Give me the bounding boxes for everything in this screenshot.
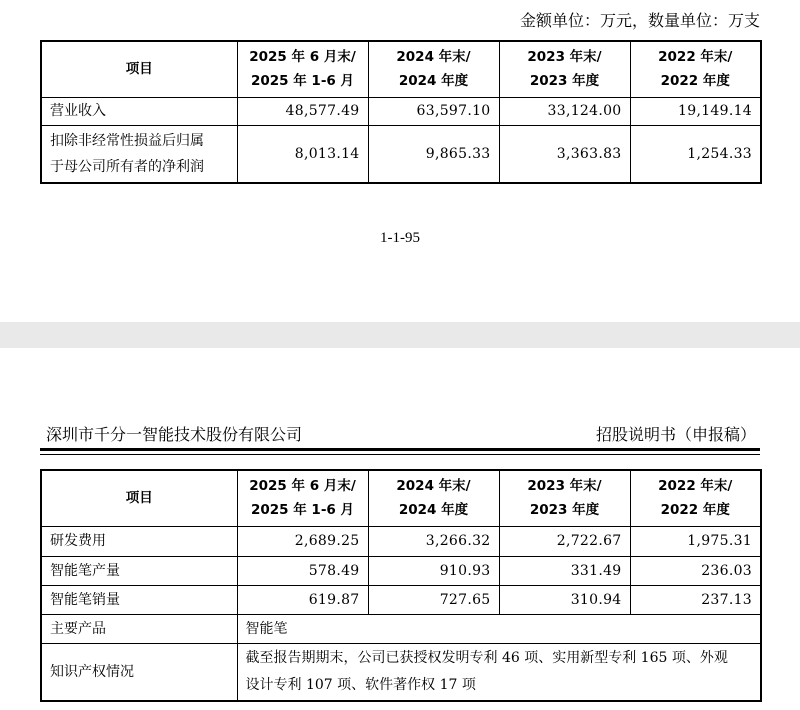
financial-table-top [40,40,762,184]
header-col3: 2023 年末/ 2023 年度 [499,41,630,97]
header-col2: 2024 年末/ 2024 年度 [368,470,499,526]
row-label: 主要产品 [41,614,237,643]
cell-value: 63,597.10 [368,97,499,125]
table-row [41,614,761,643]
row-label: 营业收入 [41,97,237,125]
cell-value: 1,975.31 [630,526,761,556]
cell-value: 8,013.14 [237,125,368,183]
table-row [41,526,761,556]
header-col2: 2024 年末/ 2024 年度 [368,41,499,97]
table-row [41,643,761,701]
row-label: 研发费用 [41,526,237,556]
cell-value: 3,363.83 [499,125,630,183]
table-row [41,97,761,125]
cell-value: 910.93 [368,556,499,585]
row-label: 扣除非经常性损益后归属 于母公司所有者的净利润 [41,125,237,183]
row-label: 智能笔产量 [41,556,237,585]
cell-value: 2,722.67 [499,526,630,556]
header-item: 项目 [41,41,237,97]
cell-value: 237.13 [630,585,761,614]
cell-text: 智能笔 [237,614,761,643]
row-label: 知识产权情况 [41,643,237,701]
cell-value: 236.03 [630,556,761,585]
cell-value: 310.94 [499,585,630,614]
page-bottom [0,348,800,710]
financial-table-bottom [40,469,762,702]
cell-value: 1,254.33 [630,125,761,183]
header-rule-thin [40,454,760,455]
page-number: 1-1-95 [380,230,420,246]
header-col4: 2022 年末/ 2022 年度 [630,41,761,97]
cell-value: 19,149.14 [630,97,761,125]
cell-value: 331.49 [499,556,630,585]
cell-value: 9,865.33 [368,125,499,183]
row-label: 智能笔销量 [41,585,237,614]
cell-value: 33,124.00 [499,97,630,125]
header-item: 项目 [41,470,237,526]
table-header-row [41,470,761,526]
cell-value: 727.65 [368,585,499,614]
cell-value: 2,689.25 [237,526,368,556]
header-col1: 2025 年 6 月末/ 2025 年 1-6 月 [237,470,368,526]
page-gap [0,322,800,348]
header-col3: 2023 年末/ 2023 年度 [499,470,630,526]
running-header [40,418,760,448]
cell-value: 3,266.32 [368,526,499,556]
company-name: 深圳市千分一智能技术股份有限公司 [46,425,303,444]
table-row [41,125,761,183]
header-col1: 2025 年 6 月末/ 2025 年 1-6 月 [237,41,368,97]
document-title: 招股说明书（申报稿） [595,425,756,444]
table-row [41,556,761,585]
page-top [0,0,800,322]
unit-note: 金额单位：万元，数量单位：万支 [519,11,760,30]
cell-value: 619.87 [237,585,368,614]
header-rule-thick [40,448,760,451]
table-row [41,585,761,614]
cell-text: 截至报告期期末，公司已获授权发明专利 46 项、实用新型专利 165 项、外观 设计专利 107 项、软件著作权 17 项 [237,643,761,701]
cell-value: 578.49 [237,556,368,585]
header-col4: 2022 年末/ 2022 年度 [630,470,761,526]
table-header-row [41,41,761,97]
cell-value: 48,577.49 [237,97,368,125]
